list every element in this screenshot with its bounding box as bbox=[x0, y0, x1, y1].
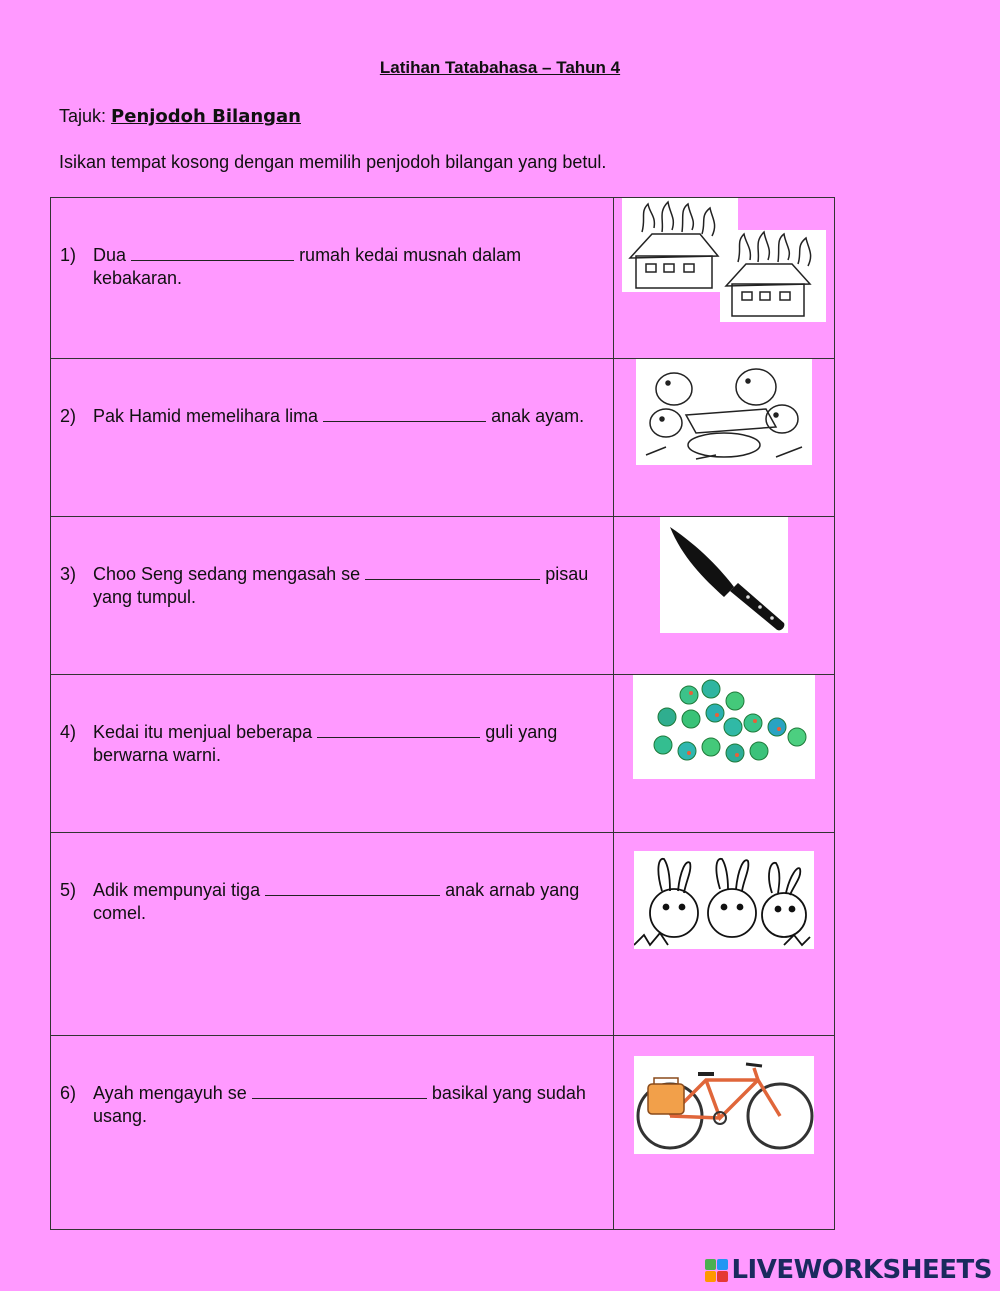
question-row bbox=[51, 359, 835, 517]
question-row bbox=[51, 675, 835, 833]
rabbits-image bbox=[634, 851, 814, 949]
question-cell bbox=[51, 517, 614, 675]
question-text bbox=[93, 1082, 605, 1128]
question-text-before: Ayah mengayuh se bbox=[93, 1083, 247, 1103]
question-text-after: pisau yang tumpul. bbox=[93, 564, 589, 607]
answer-blank[interactable] bbox=[323, 405, 486, 422]
answer-blank[interactable] bbox=[265, 879, 440, 896]
question-number: 3) bbox=[60, 564, 77, 584]
topic-value: Penjodoh Bilangan bbox=[111, 106, 301, 127]
question-text bbox=[93, 244, 605, 290]
question-cell bbox=[51, 198, 614, 359]
question-row bbox=[51, 517, 835, 675]
question-number: 6) bbox=[60, 1083, 77, 1103]
image-cell bbox=[614, 833, 835, 1036]
burning-houses-image bbox=[622, 198, 826, 322]
question-row bbox=[51, 198, 835, 359]
logo-square-red bbox=[717, 1271, 728, 1282]
question-text-after: guli yang berwarna warni. bbox=[93, 722, 558, 765]
bicycle-image bbox=[634, 1056, 814, 1154]
question-text bbox=[93, 563, 605, 609]
image-cell bbox=[614, 517, 835, 675]
marbles-image bbox=[633, 675, 815, 779]
question-text-before: Adik mempunyai tiga bbox=[93, 880, 261, 900]
answer-blank[interactable] bbox=[252, 1082, 427, 1099]
question-cell bbox=[51, 359, 614, 517]
question-number: 2) bbox=[60, 406, 77, 426]
question-row bbox=[51, 833, 835, 1036]
question-text-before: Kedai itu menjual beberapa bbox=[93, 722, 313, 742]
image-cell bbox=[614, 359, 835, 517]
image-cell bbox=[614, 1036, 835, 1230]
question-text bbox=[93, 405, 605, 428]
question-text-after: basikal yang sudah usang. bbox=[93, 1083, 586, 1126]
worksheet-title: Latihan Tatabahasa – Tahun 4 bbox=[379, 58, 621, 77]
question-text bbox=[93, 721, 605, 767]
topic-label: Tajuk: bbox=[59, 106, 107, 126]
logo-square-green bbox=[705, 1259, 716, 1270]
question-text-after: anak ayam. bbox=[491, 406, 585, 426]
answer-blank[interactable] bbox=[317, 721, 480, 738]
liveworksheets-logo-icon bbox=[705, 1259, 728, 1282]
topic-line bbox=[59, 106, 301, 127]
logo-square-blue bbox=[717, 1259, 728, 1270]
question-number: 5) bbox=[60, 880, 77, 900]
instruction-text: Isikan tempat kosong dengan memilih penjodoh bilangan yang betul. bbox=[59, 152, 607, 172]
question-text-before: Pak Hamid memelihara lima bbox=[93, 406, 319, 426]
question-row bbox=[51, 1036, 835, 1230]
question-cell bbox=[51, 833, 614, 1036]
question-number: 1) bbox=[60, 245, 77, 265]
brand-text: LIVEWORKSHEETS bbox=[731, 1255, 992, 1285]
question-cell bbox=[51, 1036, 614, 1230]
question-text-after: anak arnab yang comel. bbox=[93, 880, 580, 923]
image-cell bbox=[614, 198, 835, 359]
answer-blank[interactable] bbox=[131, 244, 294, 261]
question-number: 4) bbox=[60, 722, 77, 742]
question-text-after: rumah kedai musnah dalam kebakaran. bbox=[93, 245, 522, 288]
question-cell bbox=[51, 675, 614, 833]
question-table bbox=[50, 197, 835, 1230]
liveworksheets-brand bbox=[705, 1255, 992, 1285]
question-text bbox=[93, 879, 605, 925]
question-text-before: Choo Seng sedang mengasah se bbox=[93, 564, 361, 584]
knife-image bbox=[660, 517, 788, 633]
chicks-image bbox=[636, 359, 812, 465]
question-text-before: Dua bbox=[93, 245, 127, 265]
logo-square-orange bbox=[705, 1271, 716, 1282]
answer-blank[interactable] bbox=[365, 563, 540, 580]
image-cell bbox=[614, 675, 835, 833]
